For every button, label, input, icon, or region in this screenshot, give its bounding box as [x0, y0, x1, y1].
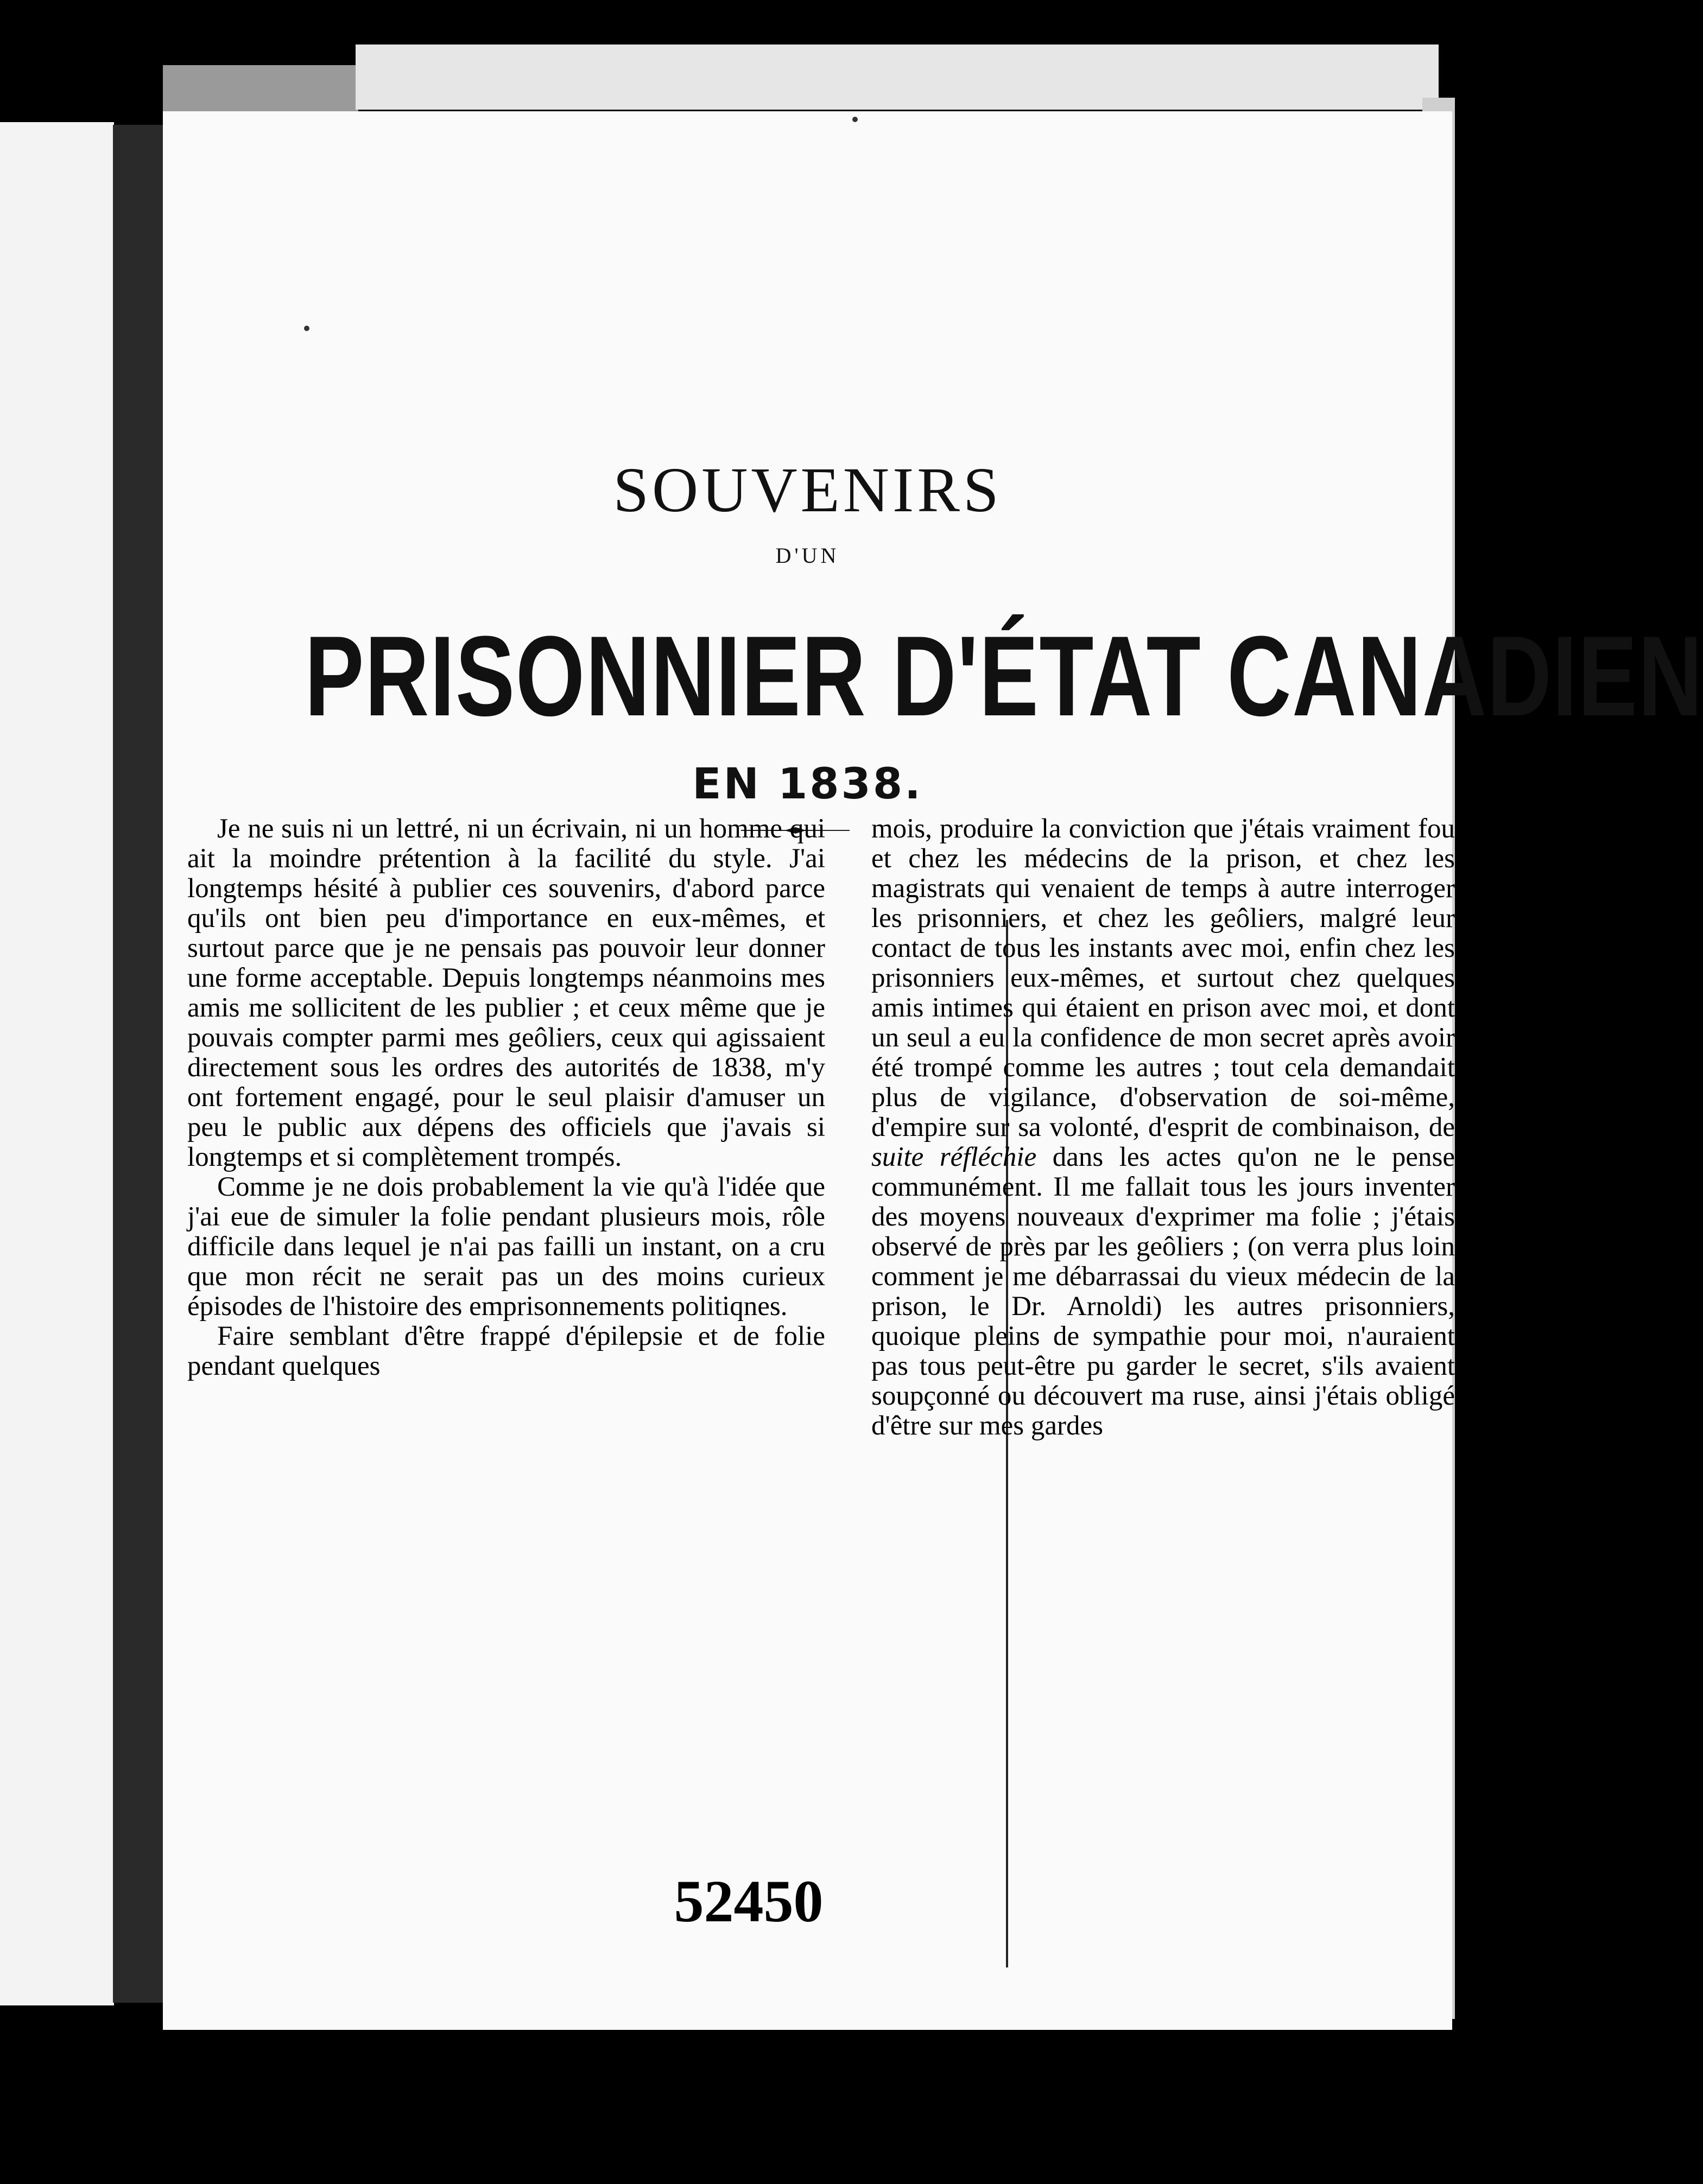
left-page-shadow: [113, 125, 167, 2003]
title-year: EN 1838.: [692, 760, 923, 809]
italic-phrase: suite réfléchie: [871, 1142, 1037, 1172]
catalog-number: 52450: [674, 1868, 824, 1934]
paragraph: Comme je ne dois probablement la vie qu'à l'idée que j'ai eue de simuler la folie pendant plusieurs mois, rôle difficile dans lequel je n'ai pas failli un instant, on a cru que mon récit ne serait pas un des moins curieux épisodes de l'histoire des emprisonnements politiqnes.: [187, 1172, 825, 1322]
title-souvenirs: SOUVENIRS: [613, 454, 1002, 525]
text-run: dans les actes qu'on ne le pense communément. Il me fallait tous les jours inventer des moyens nouveaux d'exprimer ma folie ; j'étais observé de près par les geôliers ; (on verra plus loin comment je me débarrassai du vieux médecin de la prison, le Dr. Arnoldi) les autres prisonniers, quoique pleins de sympathie pour moi, n'auraient pas tous peut-être pu garder le secret, s'ils avaient soupçonné ou découvert ma ruse, ainsi j'étais obligé d'être sur mes gardes: [871, 1142, 1455, 1441]
binding-strip: [163, 65, 358, 114]
speck: [852, 117, 858, 122]
main-title: PRISONNIER D'ÉTAT CANADIEN: [305, 612, 1703, 740]
text-run: mois, produire la conviction que j'étais vraiment fou et chez les médecins de la prison, et chez les magistrats qui venaient de temps à autre interroger les prisonniers, et chez les geôliers, malgré leur contact de tous les instants avec moi, enfin chez les prisonniers eux-mêmes, et surtout chez quelques amis intimes qui étaient en prison avec moi, et dont un seul a eu la confidence de mon secret après avoir été trompé comme les autres ; tout cela demandait plus de vigilance, d'observation de soi-même, d'empire sur sa volonté, d'esprit de combinaison, de: [871, 814, 1455, 1142]
paragraph: Je ne suis ni un lettré, ni un écrivain, ni un homme qui ait la moindre prétention à la facilité du style. J'ai longtemps hésité à publier ces souvenirs, d'abord parce qu'ils ont bien peu d'importance en eux-mêmes, et surtout parce que je ne pensais pas pouvoir leur donner une forme acceptable. Depuis longtemps néanmoins mes amis me sollicitent de les publier ; et ceux même que je pouvais compter parmi mes geôliers, ceux qui agissaient directement sous les ordres des autorités de 1838, m'y ont fortement engagé, pour le seul plaisir d'amuser un peu le public aux dépens des officiels que j'avais si longtemps et si complètement trompés.: [187, 814, 825, 1172]
left-page-edge: [0, 122, 114, 2005]
right-text-column: [871, 814, 1455, 1441]
speck: [304, 326, 309, 331]
paragraph: Faire semblant d'être frappé d'épilepsie et de folie pendant quelques: [187, 1321, 825, 1381]
left-text-column: [187, 814, 825, 1381]
top-page-strip: [356, 45, 1439, 110]
paragraph: [871, 814, 1455, 1441]
title-dun: D'UN: [775, 543, 840, 568]
